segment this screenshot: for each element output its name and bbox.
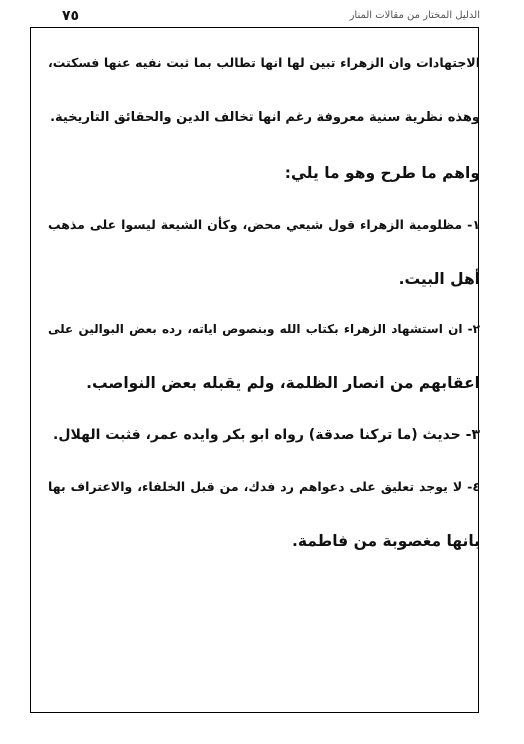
- text-line: ٤- لا يوجد تعليق على دعواهم رد فدك، من قبل الخلفاء، والاعتراف بها: [48, 479, 480, 494]
- text-line: اعقابهم من انصار الظلمة، ولم يقبله بعض النواصب.: [86, 374, 480, 392]
- text-line: وهذه نظرية سنية معروفة رغم انها تخالف الدين والحقائق التاريخية.: [50, 110, 480, 125]
- page-frame: [30, 27, 479, 713]
- page-number: ٧٥: [62, 8, 80, 24]
- text-line: ٢- ان استشهاد الزهراء بكتاب الله وبنصوص اياته، رده بعض البوالين على: [48, 322, 480, 336]
- page-header: [30, 8, 482, 28]
- text-line: أهل البيت.: [398, 270, 480, 288]
- text-line: الاجتهادات وان الزهراء تبين لها انها تطالب بما ثبت نفيه عنها فسكتت،: [48, 55, 480, 70]
- text-line: ٣- حديث (ما تركنا صدقة) رواه ابو بكر وايده عمر، فثبت الهلال.: [53, 427, 480, 443]
- text-line: بانها مغصوبة من فاطمة.: [291, 532, 480, 550]
- running-title: الدليل المختار من مقالات المنار: [349, 10, 480, 21]
- text-line: ١- مظلومية الزهراء قول شيعي محض، وكأن الشيعة ليسوا على مذهب: [48, 217, 480, 232]
- text-line: واهم ما طرح وهو ما يلي:: [284, 164, 480, 182]
